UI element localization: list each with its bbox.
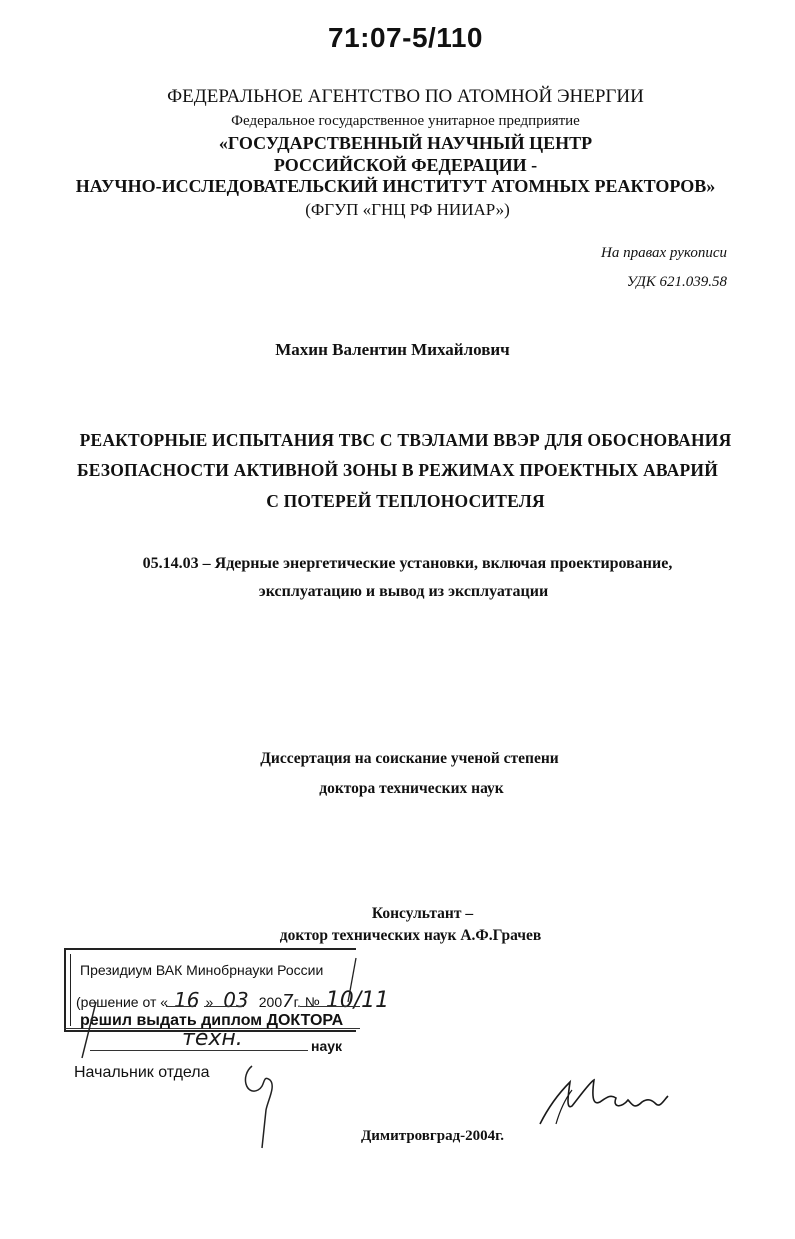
manuscript-rights: На правах рукописи bbox=[601, 245, 727, 261]
title-line-1: РЕАКТОРНЫЕ ИСПЫТАНИЯ ТВС С ТВЭЛАМИ ВВЭР ДЛЯ ОБОСНОВАНИЯ bbox=[79, 430, 732, 450]
stamp-date-separator: » bbox=[205, 994, 214, 1010]
stamp-day-handwritten: 16 bbox=[174, 988, 200, 1012]
dissertation-line-1: Диссертация на соискание ученой степени bbox=[260, 750, 559, 767]
consultant-line-2: доктор технических наук А.Ф.Грачев bbox=[279, 927, 542, 944]
organization-line-3: НАУЧНО-ИССЛЕДОВАТЕЛЬСКИЙ ИНСТИТУТ АТОМНЫХ РЕАКТОРОВ» bbox=[75, 176, 716, 196]
organization-line-1: «ГОСУДАРСТВЕННЫЙ НАУЧНЫЙ ЦЕНТР bbox=[218, 133, 593, 153]
agency-name: ФЕДЕРАЛЬНОЕ АГЕНТСТВО ПО АТОМНОЙ ЭНЕРГИИ bbox=[167, 86, 644, 107]
consultant-line-1: Консультант – bbox=[371, 905, 474, 922]
title-line-2: БЕЗОПАСНОСТИ АКТИВНОЙ ЗОНЫ В РЕЖИМАХ ПРОЕКТНЫХ АВАРИЙ bbox=[76, 460, 719, 480]
enterprise-type: Федеральное государственное унитарное предприятие bbox=[231, 113, 580, 129]
stamp-decision-prefix: (решение от « bbox=[76, 994, 169, 1010]
stamp-award-line: решил выдать диплом ДОКТОРА bbox=[80, 1012, 344, 1029]
specialty-line-2: эксплуатацию и вывод из эксплуатации bbox=[258, 583, 549, 600]
stamp-head-of-department: Начальник отдела bbox=[74, 1064, 210, 1081]
specialty-line-1: 05.14.03 – Ядерные энергетические установки, включая проектирование, bbox=[142, 555, 673, 572]
stamp-presidium-line: Президиум ВАК Минобрнауки России bbox=[80, 962, 324, 978]
stamp-number-handwritten: 10 bbox=[325, 988, 354, 1013]
organization-line-2: РОССИЙСКОЙ ФЕДЕРАЦИИ - bbox=[273, 155, 538, 175]
stamp-number-suffix-handwritten: /11 bbox=[353, 988, 390, 1013]
stamp-year-handwritten: 7 bbox=[282, 991, 294, 1012]
dissertation-line-2: доктора технических наук bbox=[319, 780, 504, 797]
stamp-month-handwritten: 03 bbox=[223, 988, 249, 1012]
document-number: 71:07-5/110 bbox=[328, 22, 483, 53]
organization-abbreviation: (ФГУП «ГНЦ РФ НИИАР») bbox=[305, 200, 510, 219]
stamp-year-suffix: г. № bbox=[293, 994, 320, 1010]
stamp-year-prefix: 200 bbox=[258, 994, 283, 1010]
city-year: Димитровград-2004г. bbox=[360, 1128, 505, 1144]
stamp-field-suffix: наук bbox=[311, 1038, 343, 1054]
udk-code: УДК 621.039.58 bbox=[626, 274, 727, 290]
author-name: Махин Валентин Михайлович bbox=[275, 340, 510, 359]
title-line-3: С ПОТЕРЕЙ ТЕПЛОНОСИТЕЛЯ bbox=[266, 491, 545, 511]
stamp-field-handwritten: техн. bbox=[182, 1026, 243, 1051]
